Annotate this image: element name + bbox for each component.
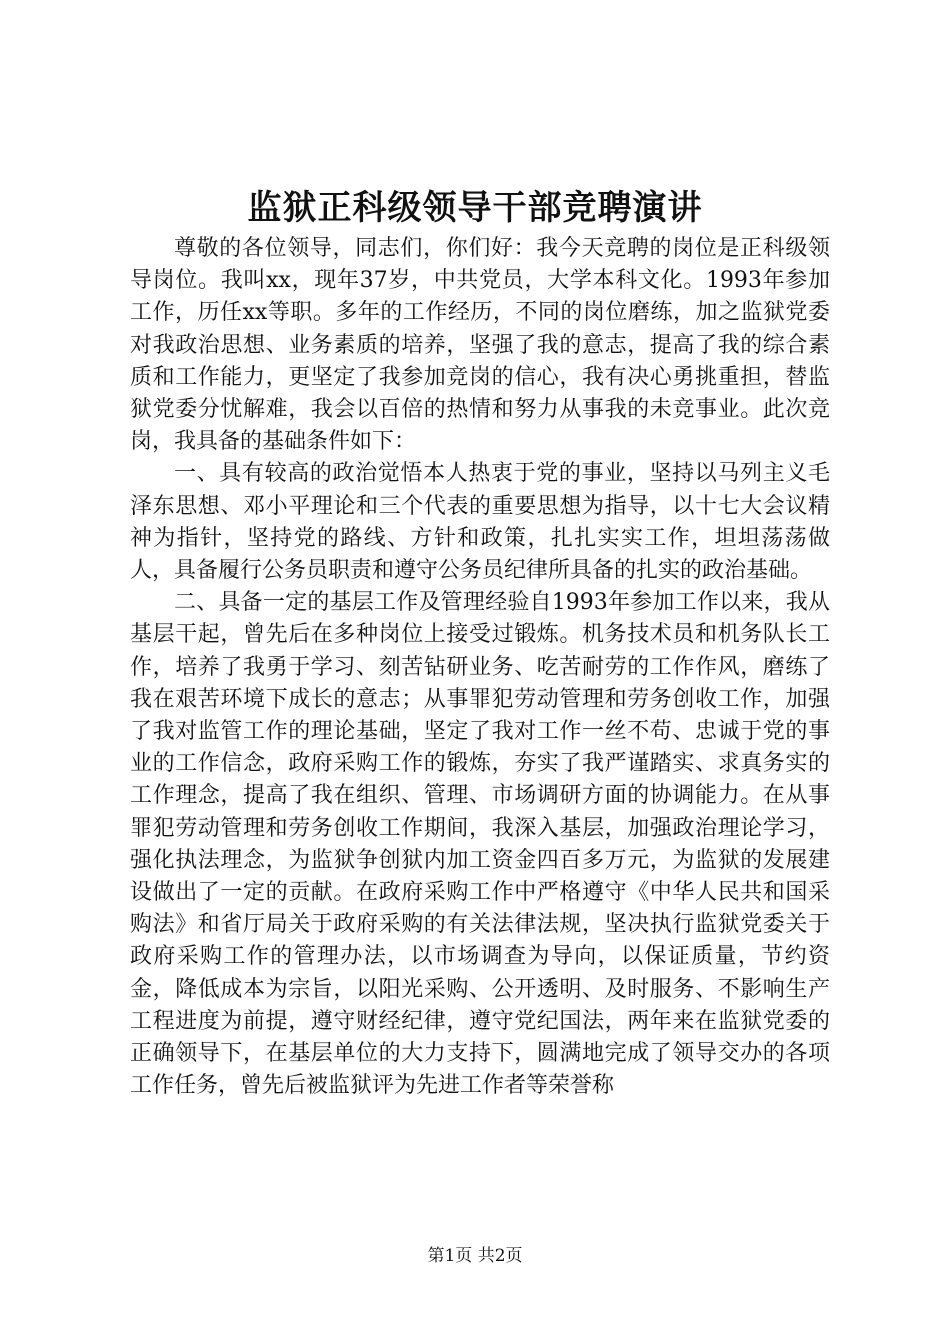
paragraph-work-experience: 二、具备一定的基层工作及管理经验自1993年参加工作以来，我从基层干起，曾先后在多种岗位上接受过锻炼。机务技术员和机务队长工作，培养了我勇于学习、刻苦钻研业务、吃苦耐劳的工作作风，磨练了我在艰苦环境下成长的意志；从事罪犯劳动管理和劳务创收工作，加强了我对监管工作的理论基础，坚定了我对工作一丝不苟、忠诚于党的事业的工作信念，政府采购工作的锻炼，夯实了我严谨踏实、求真务实的工作理念，提高了我在组织、管理、市场调研方面的协调能力。在从事罪犯劳动管理和劳务创收工作期间，我深入基层，加强政治理论学习，强化执法理念，为监狱争创狱内加工资金四百多万元，为监狱的发展建设做出了一定的贡献。在政府采购工作中严格遵守《中华人民共和国采购法》和省厅局关于政府采购的有关法律法规，坚决执行监狱党委关于政府采购工作的管理办法，以市场调查为导向，以保证质量，节约资金，降低成本为宗旨，以阳光采购、公开透明、及时服务、不影响生产工程进度为前提，遵守财经纪律，遵守党纪国法，两年来在监狱党委的正确领导下，在基层单位的大力支持下，圆满地完成了领导交办的各项工作任务，曾先后被监狱评为先进工作者等荣誉称 (130, 590, 830, 1099)
document-title: 监狱正科级领导干部竞聘演讲 (247, 188, 703, 228)
paragraph-greeting: 尊敬的各位领导，同志们，你们好：我今天竞聘的岗位是正科级领导岗位。我叫xx，现年37岁，中共党员，大学本科文化。1993年参加工作，历任xx等职。多年的工作经历，不同的岗位磨练，加之监狱党委对我政治思想、业务素质的培养，坚强了我的意志，提高了我的综合素质和工作能力，更坚定了我参加竞岗的信心，我有决心勇挑重担，替监狱党委分忧解难，我会以百倍的热情和努力从事我的未竞事业。此次竞岗，我具备的基础条件如下： (130, 236, 830, 455)
page-footer: 第1页 共2页 (427, 1246, 523, 1266)
document-body (130, 233, 830, 1102)
paragraph-political-awareness: 一、具有较高的政治觉悟本人热衷于党的事业，坚持以马列主义毛泽东思想、邓小平理论和三个代表的重要思想为指导，以十七大会议精神为指针，坚持党的路线、方针和政策，扎扎实实工作，坦坦荡荡做人，具备履行公务员职责和遵守公务员纪律所具备的扎实的政治基础。 (130, 461, 830, 584)
